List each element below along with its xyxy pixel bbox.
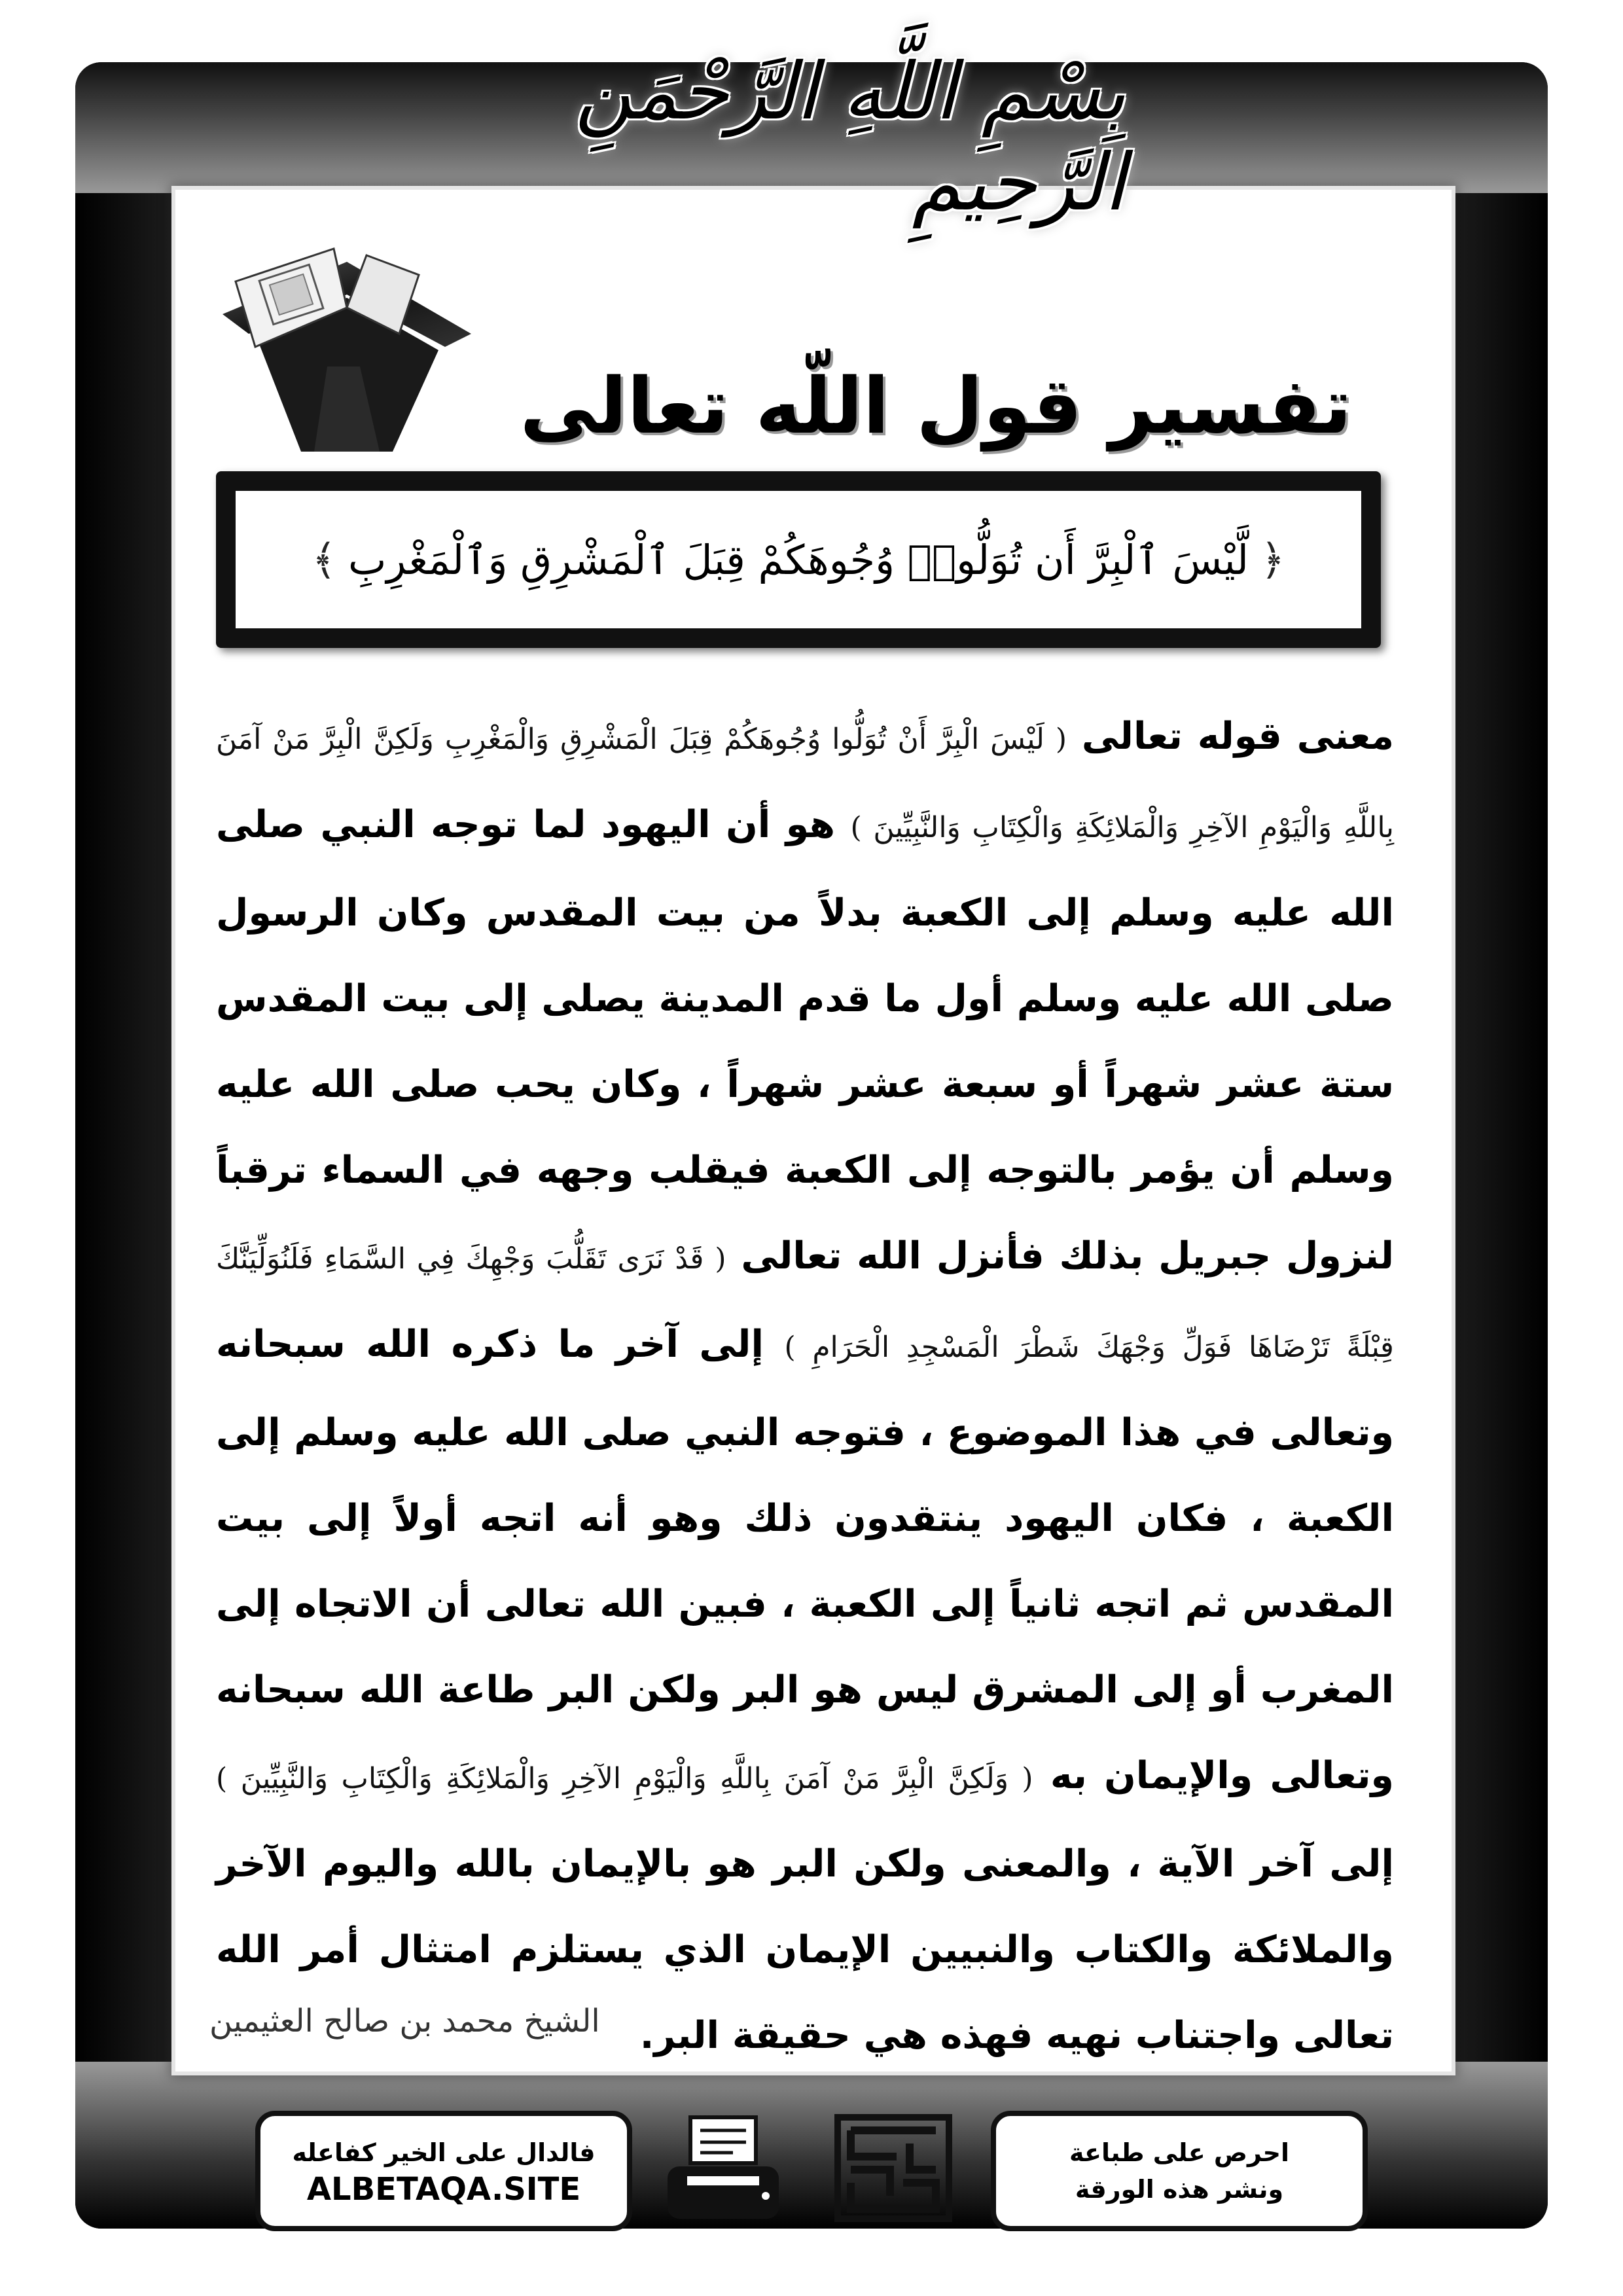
footer-site-link[interactable]: ALBETAQA.SITE [306, 2171, 581, 2208]
basmala-calligraphy: بِسْمِ اللَّهِ الرَّحْمَنِ الرَّحِيمِ [575, 46, 1126, 228]
body-paragraph-3: إلى آخر الآية ، والمعنى ولكن البر هو بالإيمان بالله واليوم الآخر والملائكة والكتاب والنبيين الإيمان الذي يستلزم امتثال أمر الله تعالى واجتناب نهيه فهذه هي حقيقة البر. [216, 1842, 1394, 2057]
footer-site-box [255, 2111, 632, 2231]
footer-print-box [991, 2111, 1368, 2231]
quote-verse-1: ( لَيْسَ الْبِرَّ أَنْ تُوَلُّوا وُجُوهَكُمْ قِبَلَ الْمَشْرِقِ وَالْمَغْرِبِ وَلَكِنَّ الْبِرَّ مَنْ آمَنَ بِاللَّهِ وَالْيَوْمِ الآخِرِ وَالْمَلائِكَةِ وَالْكِتَابِ وَالنَّبِيِّينَ ) [216, 723, 1394, 844]
body-intro: معنى قوله تعالى [1081, 715, 1395, 758]
dawah-logo-icon [825, 2111, 962, 2225]
verse-open-bracket: ﴿ [1260, 535, 1285, 584]
verse-inner [236, 491, 1361, 628]
tafsir-body [216, 694, 1394, 2079]
footer-proverb: فالدال على الخير كفاعله [292, 2138, 596, 2167]
quote-verse-3: ( وَلَكِنَّ الْبِرَّ مَنْ آمَنَ بِاللَّهِ وَالْيَوْمِ الآخِرِ وَالْمَلائِكَةِ وَالْكِتَابِ وَالنَّبِيِّينَ ) [216, 1762, 1033, 1795]
footer-print-line-2: ونشر هذه الورقة [1075, 2175, 1284, 2204]
printer-icon [661, 2111, 785, 2225]
quran-stand-icon [196, 236, 491, 471]
page-title: تفسير قول اللّه تعالى [520, 361, 1352, 451]
body-paragraph-1: هو أن اليهود لما توجه النبي صلى الله عليه وسلم إلى الكعبة بدلاً من بيت المقدس وكان الرسول صلى الله عليه وسلم أول ما قدم المدينة يصلى إلى بيت المقدس ستة عشر شهراً أو سبعة عشر شهراً ، وكان يحب صلى الله عليه وسلم أن يؤمر بالتوجه إلى الكعبة فيقلب وجهه في السماء ترقباً لنزول جبريل بذلك فأنزل الله تعالى [216, 803, 1394, 1278]
author-signature: الشيخ محمد بن صالح العثيمين [209, 2003, 600, 2039]
body-paragraph-2: إلى آخر ما ذكره الله سبحانه وتعالى في هذا الموضوع ، فتوجه النبي صلى الله عليه وسلم إلى الكعبة ، فكان اليهود ينتقدون ذلك وهو أنه اتجه أولاً إلى بيت المقدس ثم اتجه ثانياً إلى الكعبة ، فبين الله تعالى أن الاتجاه إلى المغرب أو إلى المشرق ليس هو البر ولكن البر طاعة الله سبحانه وتعالى والإيمان به [216, 1323, 1394, 1797]
footer-print-line-1: احرص على طباعة [1069, 2138, 1290, 2167]
quote-verse-2: ( قَدْ نَرَى تَقَلُّبَ وَجْهِكَ فِي السَّمَاءِ فَلَنُوَلِّيَنَّكَ قِبْلَةً تَرْضَاهَا فَوَلِّ وَجْهَكَ شَطْرَ الْمَسْجِدِ الْحَرَامِ ) [216, 1242, 1394, 1364]
verse-text: لَّيْسَ ٱلْبِرَّ أَن تُوَلُّوا۟ وُجُوهَكُمْ قِبَلَ ٱلْمَشْرِقِ وَٱلْمَغْرِبِ [348, 535, 1249, 584]
footer-bar [255, 2111, 1368, 2225]
verse-box [216, 471, 1381, 648]
verse-close-bracket: ﴾ [312, 535, 336, 584]
